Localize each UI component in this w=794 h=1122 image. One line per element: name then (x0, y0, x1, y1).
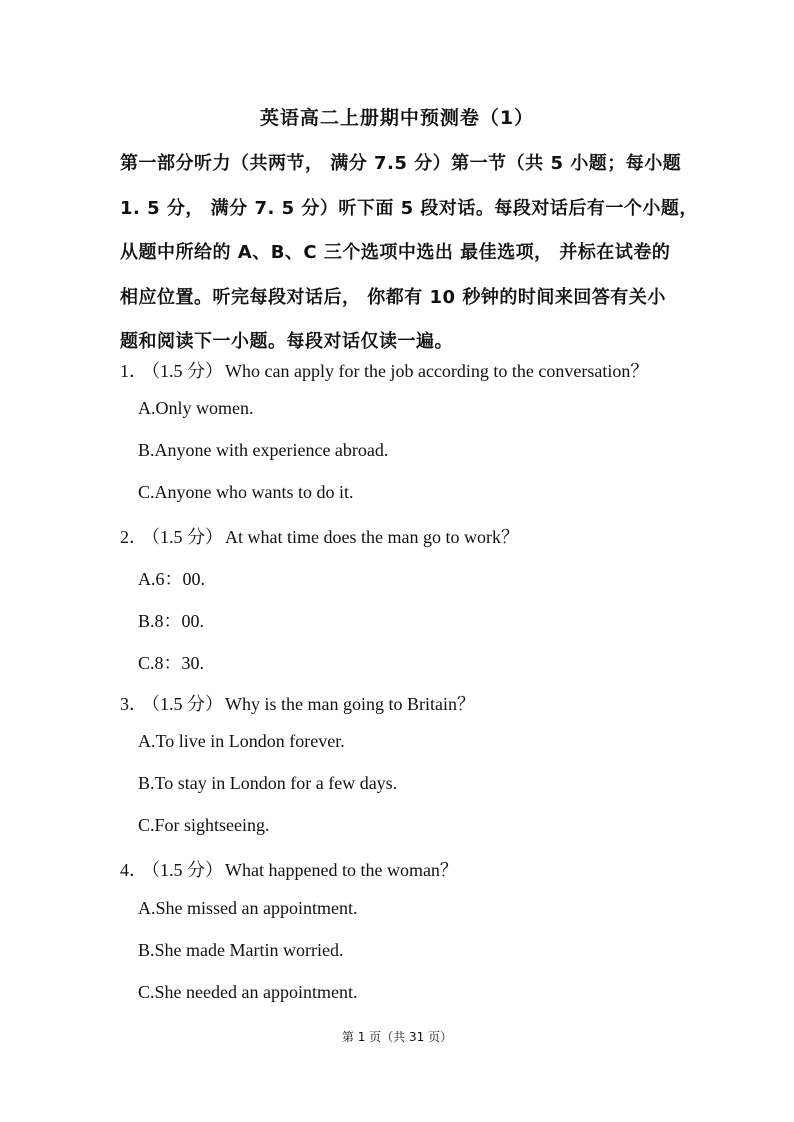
instruction-line: 第一部分听力（共两节， 满分 7.5 分）第一节（共 5 小题；每小题 (120, 153, 682, 174)
question-text: Who can apply for the job according to the conversation？ (225, 361, 649, 381)
question-number: 2． (120, 527, 147, 547)
option-a: A.She missed an appointment. (138, 898, 358, 918)
question-text: What happened to the woman？ (225, 860, 458, 880)
option-a: A.Only women. (138, 398, 254, 418)
question-text: Why is the man going to Britain？ (225, 694, 475, 714)
option-b: B.She made Martin worried. (138, 940, 344, 960)
option-a: A.6：00. (138, 569, 205, 589)
page-footer: 第 1 页（共 31 页） (341, 1030, 453, 1044)
question-stem (120, 856, 458, 882)
question-number: 4． (120, 860, 147, 880)
question-number: 1． (120, 361, 147, 381)
question-points: （1.5 分） (151, 527, 223, 547)
question-stem (120, 690, 475, 716)
question-stem (120, 357, 648, 383)
instruction-line: 题和阅读下一小题。每段对话仅读一遍。 (120, 331, 453, 352)
option-c: C.For sightseeing. (138, 815, 270, 835)
section-instructions (120, 142, 698, 365)
option-c: C.She needed an appointment. (138, 982, 358, 1002)
question-points: （1.5 分） (151, 361, 223, 381)
question-text: At what time does the man go to work？ (225, 527, 519, 547)
question-points: （1.5 分） (151, 860, 223, 880)
page-title: 英语高二上册期中预测卷（1） (259, 107, 535, 129)
instruction-line: 相应位置。听完每段对话后， 你都有 10 秒钟的时间来回答有关小 (120, 286, 666, 308)
option-b: B.To stay in London for a few days. (138, 773, 398, 793)
option-a: A.To live in London forever. (138, 731, 345, 751)
option-b: B.8：00. (138, 611, 205, 631)
option-b: B.Anyone with experience abroad. (138, 440, 389, 460)
question-stem (120, 523, 519, 549)
question-points: （1.5 分） (151, 694, 223, 714)
instruction-line: 1. 5 分， 满分 7. 5 分）听下面 5 段对话。每段对话后有一个小题， (120, 197, 698, 219)
instruction-line: 从题中所给的 A、B、C 三个选项中选出 最佳选项， 并标在试卷的 (120, 242, 671, 263)
option-c: C.8：30. (138, 653, 205, 673)
question-number: 3． (120, 694, 147, 714)
option-c: C.Anyone who wants to do it. (138, 482, 354, 502)
